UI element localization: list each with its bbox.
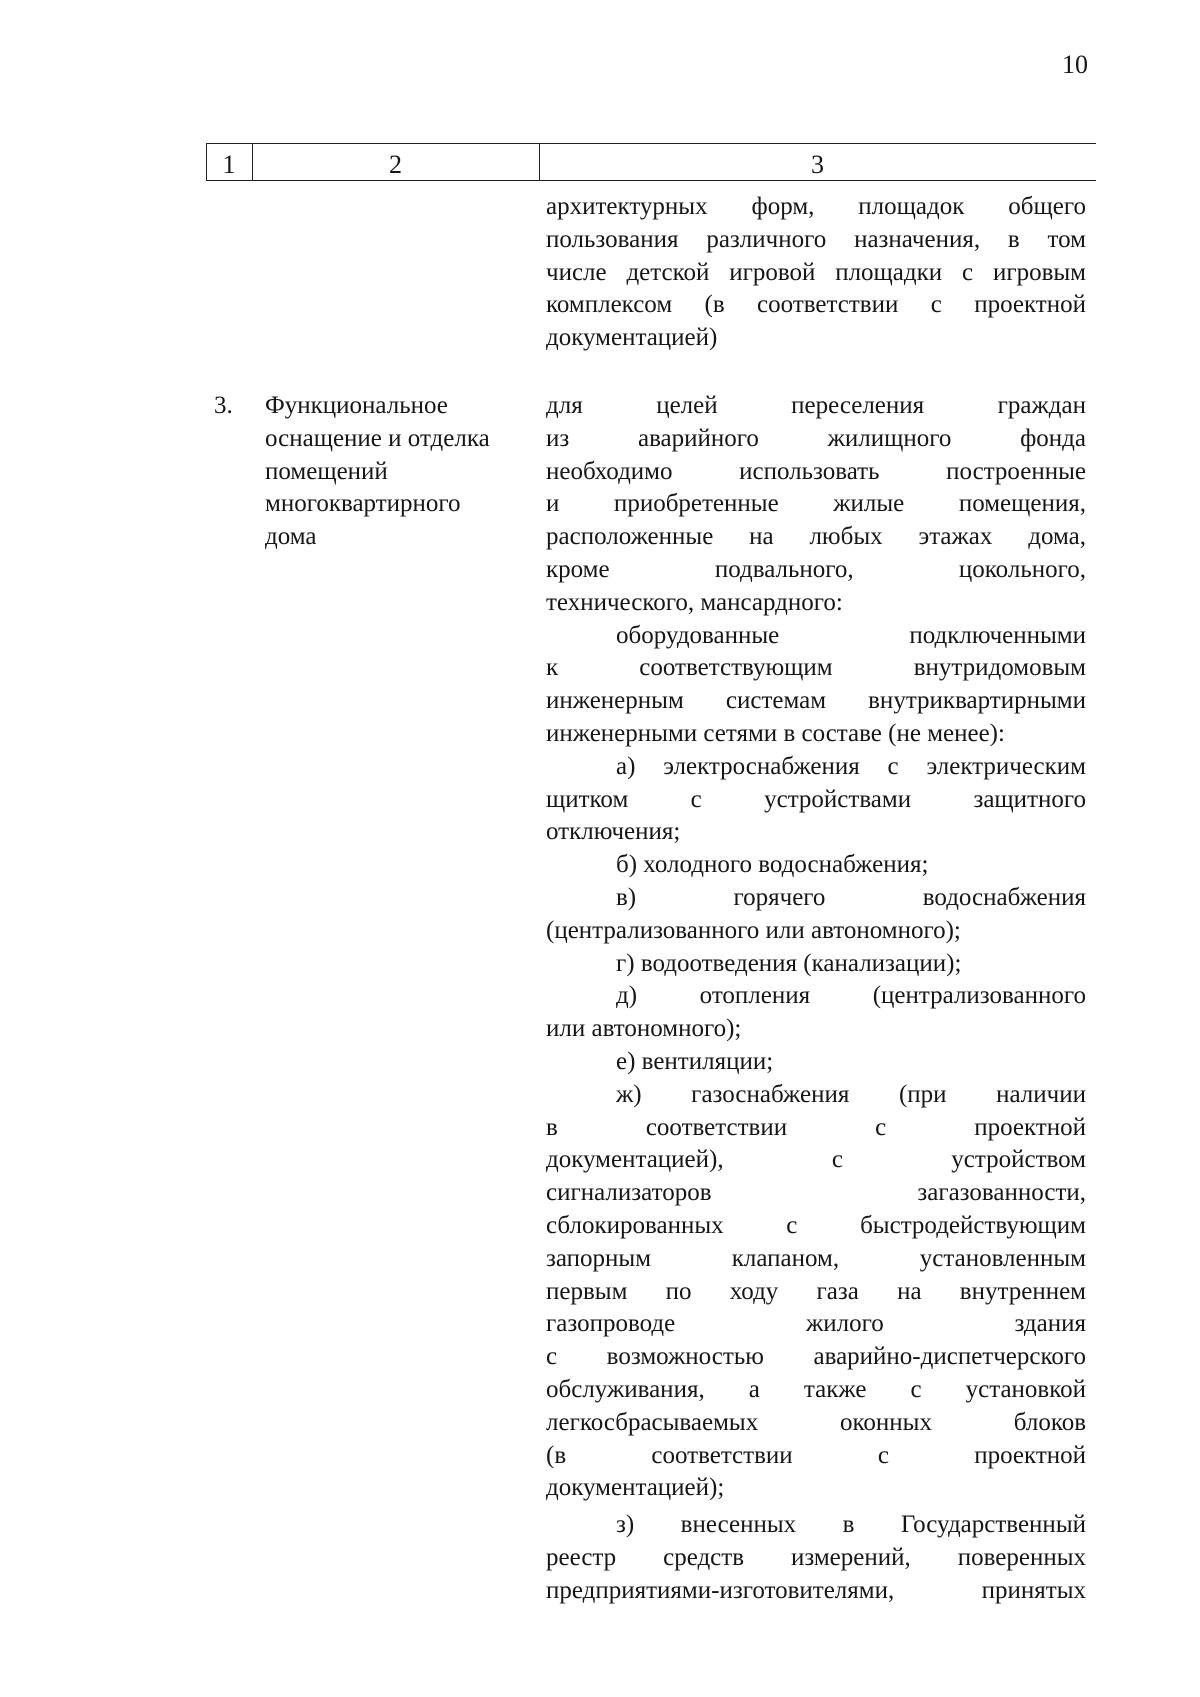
column-header-1: 1 bbox=[222, 150, 236, 179]
column-header-3: 3 bbox=[811, 150, 824, 179]
table-top-rule bbox=[206, 143, 1096, 144]
text-line: числе детской игровой площадки с игровым bbox=[546, 258, 1086, 286]
text-line: щитком с устройствами защитного bbox=[546, 785, 1086, 813]
text-line: расположенные на любых этажах дома, bbox=[546, 523, 1086, 551]
title-line: помещений bbox=[265, 457, 388, 485]
text-line: газопроводе жилого здания bbox=[546, 1310, 1086, 1338]
text-line: в) горячего водоснабжения bbox=[616, 883, 1086, 911]
page-number: 10 bbox=[1062, 50, 1088, 79]
text-line: обслуживания, а также с установкой bbox=[546, 1375, 1086, 1403]
text-line: необходимо использовать построенные bbox=[546, 457, 1086, 485]
text-line: запорным клапаном, установленным bbox=[546, 1244, 1086, 1272]
text-line: архитектурных форм, площадок общего bbox=[546, 193, 1086, 220]
text-line: отключения; bbox=[546, 818, 681, 846]
row-title bbox=[265, 390, 530, 554]
text-line: в соответствии с проектной bbox=[546, 1113, 1086, 1141]
column-header-2: 2 bbox=[389, 150, 402, 179]
text-line: или автономного); bbox=[546, 1015, 742, 1043]
text-line: легкосбрасываемых оконных блоков bbox=[546, 1408, 1086, 1436]
text-line: д) отопления (централизованного bbox=[616, 982, 1086, 1010]
text-line: к соответствующим внутридомовым bbox=[546, 654, 1086, 682]
text-line: е) вентиляции; bbox=[616, 1047, 774, 1075]
title-line: дома bbox=[265, 523, 317, 551]
text-line: б) холодного водоснабжения; bbox=[616, 851, 929, 879]
text-line: з) внесенных в Государственный bbox=[616, 1511, 1086, 1539]
continuation-text bbox=[546, 191, 1086, 355]
text-line: из аварийного жилищного фонда bbox=[546, 424, 1086, 452]
text-line: документацией) bbox=[546, 324, 718, 352]
row-number: 3. bbox=[214, 392, 233, 419]
text-line: сблокированных с быстродействующим bbox=[546, 1211, 1086, 1239]
text-line: а) электроснабжения с электрическим bbox=[616, 752, 1086, 780]
text-line: предприятиями-изготовителями, принятых bbox=[546, 1576, 1086, 1604]
table-header-bottom-rule bbox=[206, 180, 1096, 181]
text-line: сигнализаторов загазованности, bbox=[546, 1179, 1086, 1207]
title-line: Функциональное bbox=[265, 392, 448, 419]
text-line: ж) газоснабжения (при наличии bbox=[616, 1080, 1086, 1108]
row-content bbox=[546, 390, 1086, 1607]
title-line: многоквартирного bbox=[265, 490, 461, 518]
text-line: пользования различного назначения, в том bbox=[546, 225, 1086, 253]
text-line: документацией), с устройством bbox=[546, 1146, 1086, 1174]
text-line: и приобретенные жилые помещения, bbox=[546, 490, 1086, 518]
text-line: оборудованные подключенными bbox=[616, 621, 1086, 649]
text-line: документацией); bbox=[546, 1474, 725, 1502]
text-line: для целей переселения граждан bbox=[546, 392, 1086, 419]
text-line: технического, мансардного: bbox=[546, 588, 843, 616]
title-line: оснащение и отделка bbox=[265, 424, 490, 452]
text-line: с возможностью аварийно-диспетчерского bbox=[546, 1343, 1086, 1371]
text-line: инженерным системам внутриквартирными bbox=[546, 687, 1086, 715]
text-line: (в соответствии с проектной bbox=[546, 1441, 1086, 1469]
text-line: реестр средств измерений, поверенных bbox=[546, 1543, 1086, 1571]
text-line: комплексом (в соответствии с проектной bbox=[546, 291, 1086, 319]
text-line: инженерными сетями в составе (не менее): bbox=[546, 719, 1005, 747]
text-line: первым по ходу газа на внутреннем bbox=[546, 1277, 1086, 1305]
text-line: кроме подвального, цокольного, bbox=[546, 555, 1086, 583]
text-line: (централизованного или автономного); bbox=[546, 916, 961, 944]
text-line: г) водоотведения (канализации); bbox=[616, 949, 962, 977]
